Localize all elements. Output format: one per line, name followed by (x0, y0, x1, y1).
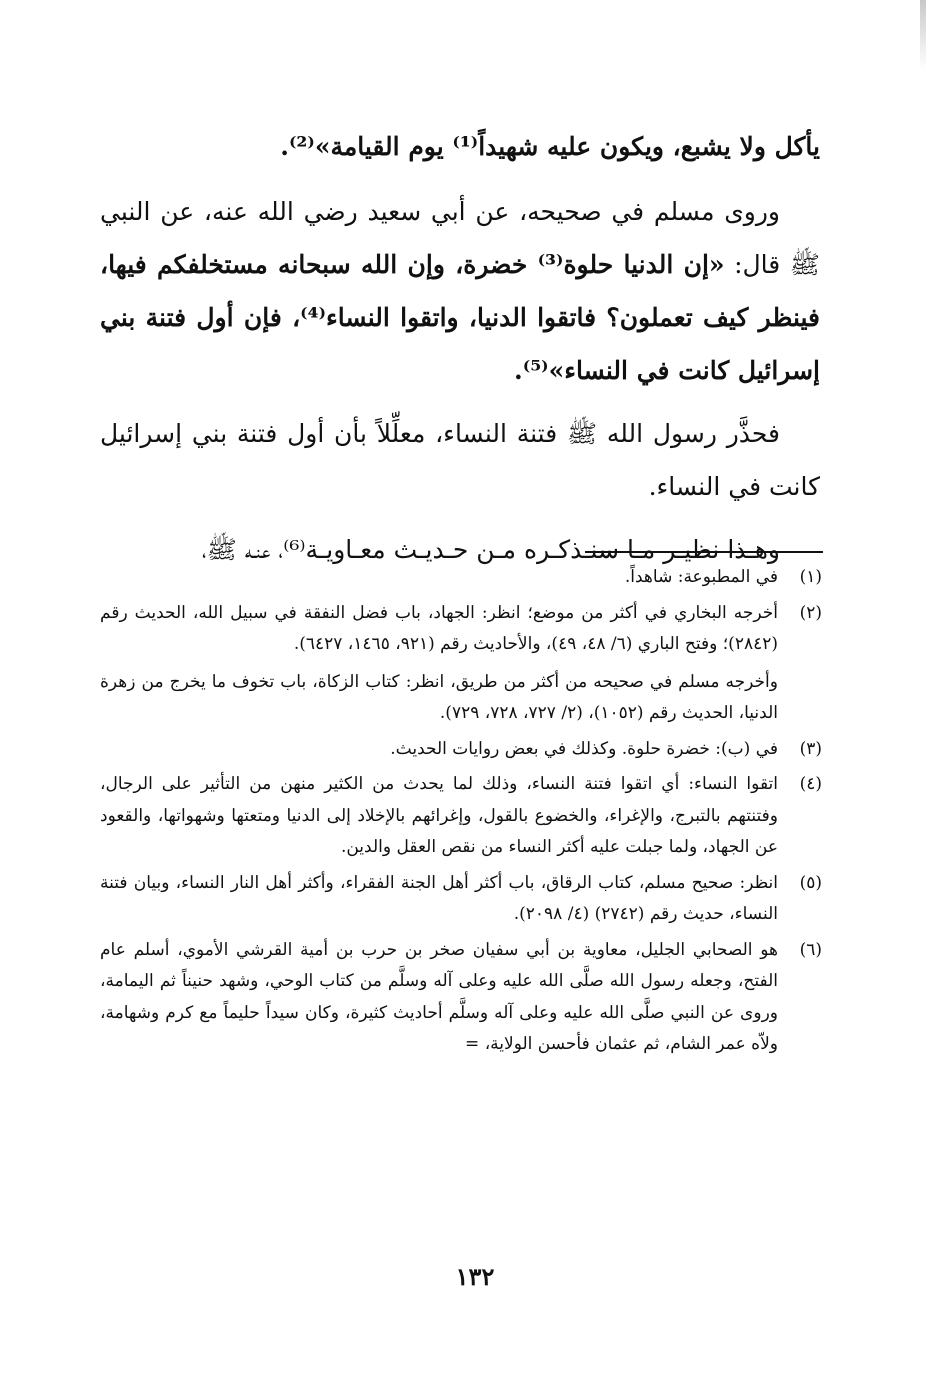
footnote-paragraph: اتقوا النساء: أي اتقوا فتنة النساء، وذلك لما يحدث من الكثير منهن من التأثير على الرجال، وفتنتهم بالتبرج، والإغراء، والخضوع بالقول، وإغرائهم بالإخلاد إلى الدنيا ومتعتها وشهواتها، والقعود عن الجهاد، ولما جبلت عليه أكثر النساء من نقص العقل والدين. (100, 774, 778, 857)
footnote-paragraph: هو الصحابي الجليل، معاوية بن أبي سفيان صخر بن حرب بن أمية القرشي الأموي، أسلم عام الفتح، وجعله رسول الله صلَّى الله عليه وعلى آله وسلَّم من كتاب الوحي، وشهد حنيناً ثم اليمامة، وروى عن النبي صلَّى الله عليه وعلى آله وسلَّم أحاديث كثيرة، وكان سيداً حليماً مع كرم وشهامة، ولاّه عمر الشام، ثم عثمان فأحسن الولاية، = (100, 939, 778, 1054)
footnote-paragraph-second: وأخرجه مسلم في صحيحه من أكثر من طريق، انظر: كتاب الزكاة، باب تخوف ما يخرج من زهرة الدنيا، الحديث رقم (١٠٥٢)، (٢/ ٧٢٧، ٧٢٨، ٧٢٩). (100, 671, 778, 723)
footnote-text (100, 769, 778, 864)
footnote-text (100, 598, 778, 730)
footnote-paragraph: أخرجه البخاري في أكثر من موضع؛ انظر: الجهاد، باب فضل النفقة في سبيل الله، الحديث رقم (٢٨٤٢)؛ وفتح الباري (٦/ ٤٨، ٤٩)، والأحاديث رقم (٩٢١، ١٤٦٥، ٦٤٢٧). (100, 602, 778, 654)
footnote-3 (100, 734, 822, 766)
footnote-paragraph: في المطبوعة: شاهداً. (624, 567, 778, 587)
footnote-number: (٢) (799, 602, 822, 623)
narration-intro: وروى مسلم في صحيحه، عن أبي سعيد رضي الله عنه، عن النبي ﷺ قال: (100, 197, 820, 279)
main-paragraph-3: فحذَّر رسول الله ﷺ فتنة النساء، معلِّلاً بأن أول فتنة بني إسرائيل كانت في النساء. (100, 419, 820, 501)
footnote-6 (100, 935, 822, 1061)
footnote-text (100, 935, 778, 1061)
footnote-paragraph: في (ب): خضرة حلوة. وكذلك في بعض روايات الحديث. (390, 738, 778, 759)
page-number: ١٣٢ (455, 1262, 495, 1291)
main-paragraph-2 (100, 185, 820, 397)
footnote-text (100, 734, 778, 766)
footnote-5 (100, 868, 822, 931)
main-paragraph-1: يأكل ولا يشبع، ويكون عليه شهيداً⁽¹⁾ يوم القيامة»⁽²⁾. (280, 132, 820, 161)
footnote-text (100, 562, 778, 594)
footnote-separator (585, 551, 823, 553)
footnote-number: (٦) (799, 939, 822, 960)
footnotes (100, 562, 822, 1065)
footnote-number: (٤) (799, 774, 822, 794)
footnote-2 (100, 598, 822, 730)
footnote-number: (١) (799, 567, 822, 587)
hadith-quote: «إن الدنيا حلوة⁽³⁾ خضرة، وإن الله سبحانه مستخلفكم فيها، فينظر كيف تعملون؟ فاتقوا الدنيا، واتقوا النساء⁽⁴⁾، فإن أول فتنة بني إسرائيل كانت في النساء»⁽⁵⁾. (100, 250, 820, 385)
footnote-1 (100, 562, 822, 594)
footnote-paragraph: انظر: صحيح مسلم، كتاب الرقاق، باب أكثر أهل الجنة الفقراء، وأكثر أهل النار النساء، وبيان فتنة النساء، حديث رقم (٢٧٤٢) (٤/ ٢٠٩٨). (100, 872, 778, 924)
footnote-text (100, 868, 778, 931)
main-paragraph-4: وهـذا نظيـر مـا سنـذكـره مـن حـديـث معـاويـة⁽⁶⁾، عنـه ﷺ، (201, 535, 780, 564)
footnote-number: (٥) (799, 872, 822, 893)
main-text (100, 120, 820, 586)
scan-edge-mark (920, 0, 926, 70)
footnote-number: (٣) (799, 738, 822, 759)
footnote-4 (100, 769, 822, 864)
